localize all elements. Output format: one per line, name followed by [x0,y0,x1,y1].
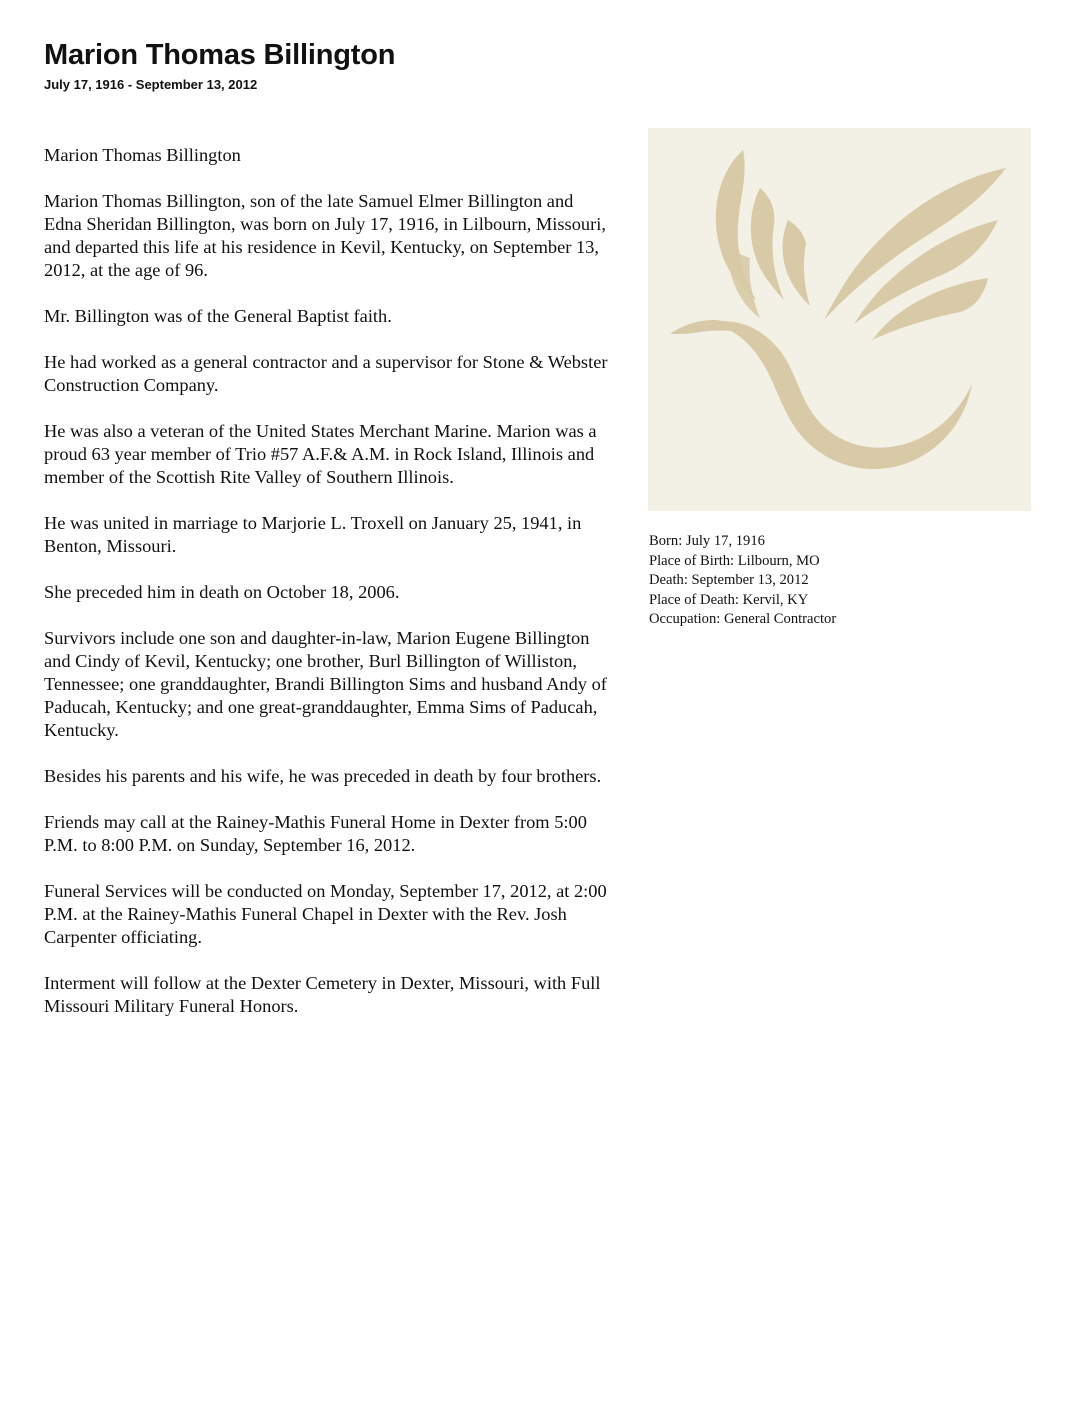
paragraph: He had worked as a general contractor and a supervisor for Stone & Webster Construction Company. [44,352,608,395]
fact-occupation: Occupation: General Contractor [649,611,837,627]
fact-born: Born: July 17, 1916 [649,533,765,549]
paragraph: Marion Thomas Billington, son of the late Samuel Elmer Billington and Edna Sheridan Billington, was born on July 17, 1916, in Lilbourn, Missouri, and departed this life at his residence in Kevil, Kentucky, on September 13, 2012, at the age of 96. [44,191,606,280]
paragraph: Interment will follow at the Dexter Cemetery in Dexter, Missouri, with Full Missouri Military Funeral Honors. [44,973,601,1016]
fact-death: Death: September 13, 2012 [649,572,809,588]
paragraph: Marion Thomas Billington [44,145,241,165]
fact-place-of-birth: Place of Birth: Lilbourn, MO [649,552,820,569]
paragraph: Besides his parents and his wife, he was preceded in death by four brothers. [44,766,602,786]
paragraph: Funeral Services will be conducted on Monday, September 17, 2012, at 2:00 P.M. at the Rainey-Mathis Funeral Chapel in Dexter with the Rev. Josh Carpenter officiating. [44,881,607,947]
obituary-body [44,144,614,1041]
page-title: Marion Thomas Billington [44,39,396,71]
memorial-photo [648,128,1031,511]
paragraph: Mr. Billington was of the General Baptist faith. [44,306,392,326]
paragraph: Friends may call at the Rainey-Mathis Funeral Home in Dexter from 5:00 P.M. to 8:00 P.M. on Sunday, September 16, 2012. [44,812,587,855]
paragraph: He was united in marriage to Marjorie L. Troxell on January 25, 1941, in Benton, Missouri. [44,513,582,556]
dove-icon [648,128,1031,511]
paragraph: She preceded him in death on October 18, 2006. [44,582,400,602]
obituary-header [44,36,644,94]
paragraph: He was also a veteran of the United States Merchant Marine. Marion was a proud 63 year member of Trio #57 A.F.& A.M. in Rock Island, Illinois and member of the Scottish Rite Valley of Southern Illinois. [44,421,597,487]
fact-place-of-death: Place of Death: Kervil, KY [649,591,809,608]
paragraph: Survivors include one son and daughter-in-law, Marion Eugene Billington and Cindy of Kevil, Kentucky; one brother, Burl Billington of Williston, Tennessee; one granddaughter, Brandi Billington Sims and husband Andy of Paducah, Kentucky; and one great-granddaughter, Emma Sims of Paducah, Kentucky. [44,628,607,740]
vital-facts [649,532,1049,630]
life-dates: July 17, 1916 - September 13, 2012 [44,77,258,92]
